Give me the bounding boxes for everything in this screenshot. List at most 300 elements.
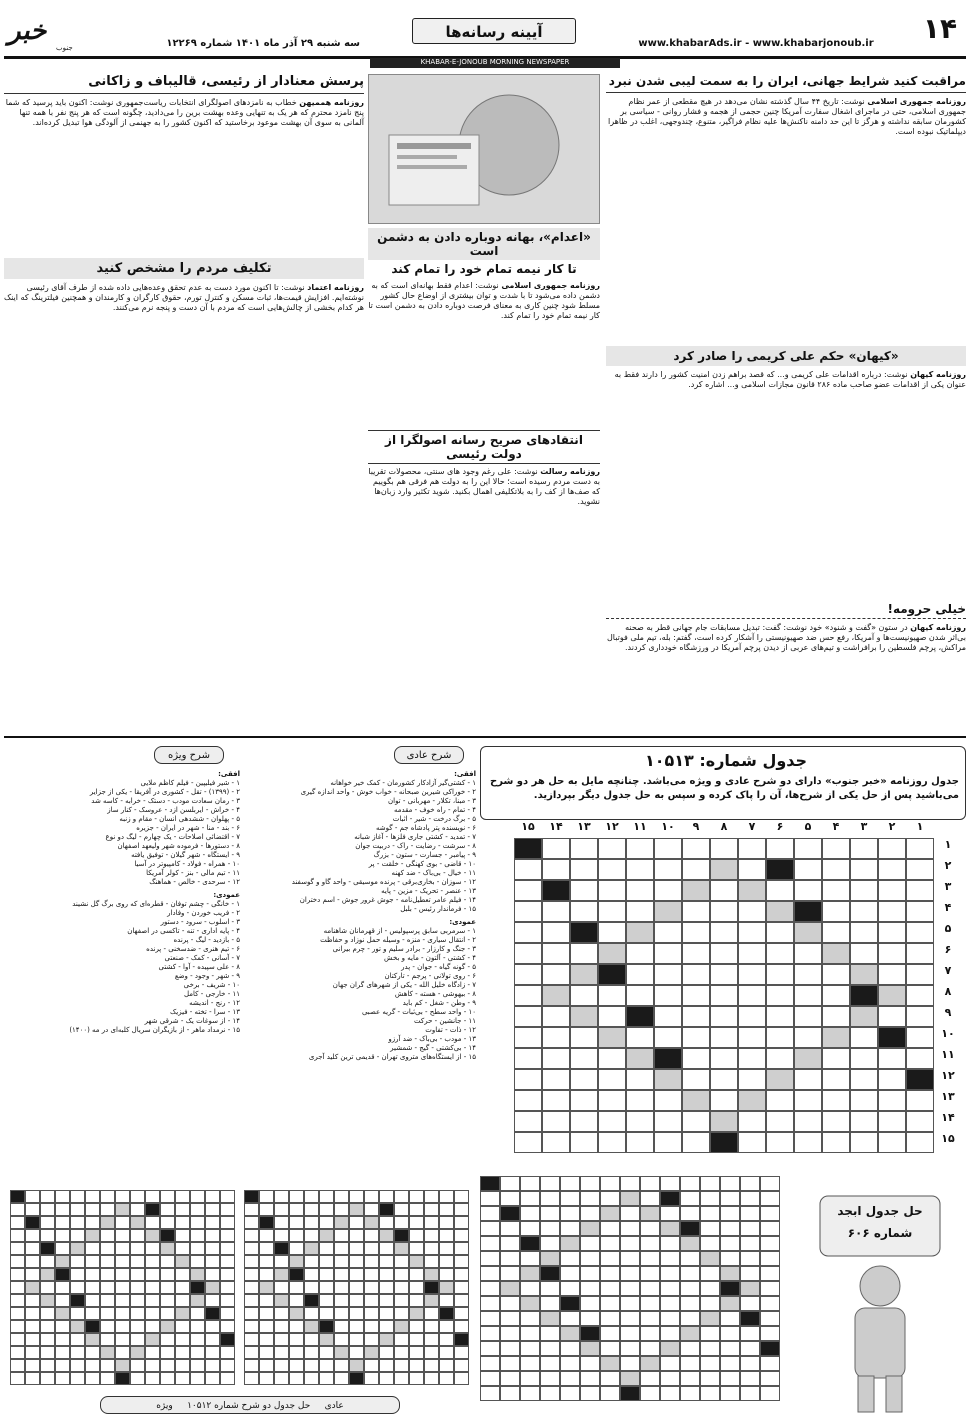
grid-cell[interactable]: [906, 1027, 934, 1048]
grid-cell: [244, 1346, 259, 1359]
grid-cell[interactable]: [710, 1027, 738, 1048]
grid-cell[interactable]: [794, 838, 822, 859]
grid-cell: [760, 1176, 780, 1191]
grid-cell[interactable]: [542, 985, 570, 1006]
grid-cell[interactable]: [654, 1069, 682, 1090]
grid-cell[interactable]: [542, 1048, 570, 1069]
grid-cell[interactable]: [542, 1027, 570, 1048]
grid-cell[interactable]: [738, 943, 766, 964]
grid-cell[interactable]: [878, 880, 906, 901]
grid-cell[interactable]: [654, 943, 682, 964]
grid-cell[interactable]: [906, 1006, 934, 1027]
grid-cell[interactable]: [626, 1090, 654, 1111]
grid-cell[interactable]: [598, 838, 626, 859]
grid-cell[interactable]: [794, 922, 822, 943]
grid-cell: [85, 1242, 100, 1255]
grid-cell[interactable]: [542, 922, 570, 943]
grid-cell[interactable]: [822, 859, 850, 880]
grid-cell[interactable]: [878, 1090, 906, 1111]
grid-cell[interactable]: [906, 1069, 934, 1090]
grid-cell[interactable]: [654, 1111, 682, 1132]
grid-cell[interactable]: [626, 1048, 654, 1069]
grid-cell[interactable]: [654, 985, 682, 1006]
grid-cell: [115, 1307, 130, 1320]
grid-cell: [145, 1346, 160, 1359]
grid-cell[interactable]: [626, 943, 654, 964]
grid-cell[interactable]: [766, 1069, 794, 1090]
grid-cell[interactable]: [738, 1132, 766, 1153]
grid-cell[interactable]: [850, 1027, 878, 1048]
grid-cell[interactable]: [850, 1006, 878, 1027]
grid-cell[interactable]: [822, 880, 850, 901]
grid-cell: [720, 1326, 740, 1341]
grid-cell[interactable]: [878, 922, 906, 943]
grid-cell[interactable]: [626, 838, 654, 859]
grid-cell[interactable]: [906, 922, 934, 943]
grid-cell: [289, 1346, 304, 1359]
grid-cell[interactable]: [542, 964, 570, 985]
row-num: ۶: [944, 943, 952, 956]
grid-cell[interactable]: [682, 1006, 710, 1027]
grid-cell[interactable]: [514, 964, 542, 985]
grid-cell[interactable]: [738, 964, 766, 985]
grid-cell[interactable]: [906, 1132, 934, 1153]
grid-cell[interactable]: [766, 838, 794, 859]
grid-cell[interactable]: [906, 985, 934, 1006]
grid-cell[interactable]: [906, 880, 934, 901]
grid-cell[interactable]: [850, 922, 878, 943]
grid-cell[interactable]: [822, 838, 850, 859]
grid-cell[interactable]: [822, 1027, 850, 1048]
grid-cell: [364, 1229, 379, 1242]
grid-cell[interactable]: [626, 1027, 654, 1048]
grid-cell: [580, 1221, 600, 1236]
grid-cell[interactable]: [542, 901, 570, 922]
grid-cell[interactable]: [682, 1132, 710, 1153]
clue-item: ۱۴ - فیلم عامر تعطیل‌نامه - جوش غرور جوش - اسم دختران: [299, 896, 476, 904]
grid-cell[interactable]: [794, 1069, 822, 1090]
grid-cell: [560, 1206, 580, 1221]
grid-cell[interactable]: [906, 1048, 934, 1069]
grid-cell[interactable]: [878, 1069, 906, 1090]
grid-cell[interactable]: [626, 880, 654, 901]
grid-cell[interactable]: [514, 1006, 542, 1027]
grid-cell[interactable]: [794, 859, 822, 880]
grid-cell[interactable]: [878, 1027, 906, 1048]
grid-cell: [740, 1356, 760, 1371]
grid-cell[interactable]: [850, 838, 878, 859]
grid-cell[interactable]: [766, 985, 794, 1006]
grid-cell[interactable]: [766, 1132, 794, 1153]
grid-cell[interactable]: [682, 1048, 710, 1069]
grid-cell[interactable]: [710, 964, 738, 985]
grid-cell: [55, 1229, 70, 1242]
grid-cell[interactable]: [822, 901, 850, 922]
grid-cell[interactable]: [570, 901, 598, 922]
grid-cell[interactable]: [794, 1048, 822, 1069]
grid-cell: [740, 1206, 760, 1221]
grid-cell[interactable]: [738, 1027, 766, 1048]
grid-cell[interactable]: [682, 1027, 710, 1048]
grid-cell[interactable]: [822, 943, 850, 964]
grid-cell[interactable]: [598, 1048, 626, 1069]
grid-cell[interactable]: [570, 985, 598, 1006]
grid-cell: [720, 1191, 740, 1206]
grid-cell[interactable]: [738, 838, 766, 859]
grid-cell[interactable]: [682, 901, 710, 922]
grid-cell[interactable]: [682, 985, 710, 1006]
grid-cell[interactable]: [766, 964, 794, 985]
grid-cell: [145, 1281, 160, 1294]
grid-cell[interactable]: [906, 943, 934, 964]
grid-cell[interactable]: [710, 880, 738, 901]
grid-cell: [70, 1372, 85, 1385]
grid-cell: [740, 1311, 760, 1326]
grid-cell[interactable]: [794, 1090, 822, 1111]
date-issue: سه شنبه ۲۹ آذر ماه ۱۴۰۱ شماره ۱۲۲۶۹: [166, 38, 360, 49]
grid-cell[interactable]: [682, 838, 710, 859]
grid-cell[interactable]: [906, 964, 934, 985]
grid-cell[interactable]: [542, 1132, 570, 1153]
grid-cell[interactable]: [598, 1132, 626, 1153]
grid-cell[interactable]: [766, 901, 794, 922]
grid-cell[interactable]: [682, 859, 710, 880]
grid-cell[interactable]: [654, 1027, 682, 1048]
grid-cell[interactable]: [626, 985, 654, 1006]
grid-cell[interactable]: [794, 1111, 822, 1132]
grid-cell[interactable]: [738, 1111, 766, 1132]
grid-cell[interactable]: [850, 859, 878, 880]
grid-cell[interactable]: [710, 1132, 738, 1153]
grid-cell: [600, 1191, 620, 1206]
grid-cell[interactable]: [542, 838, 570, 859]
grid-cell[interactable]: [570, 859, 598, 880]
grid-cell: [205, 1333, 220, 1346]
grid-cell[interactable]: [682, 943, 710, 964]
grid-cell[interactable]: [626, 901, 654, 922]
grid-cell[interactable]: [766, 1048, 794, 1069]
grid-cell: [319, 1307, 334, 1320]
grid-cell[interactable]: [822, 1132, 850, 1153]
grid-cell[interactable]: [654, 1048, 682, 1069]
grid-cell[interactable]: [570, 838, 598, 859]
grid-cell: [680, 1206, 700, 1221]
clue-item: ۱۰ - همراه - فولاد - کامپیوتر در آسیا: [134, 860, 240, 868]
grid-cell[interactable]: [822, 1090, 850, 1111]
grid-cell: [560, 1326, 580, 1341]
grid-cell: [115, 1216, 130, 1229]
grid-cell[interactable]: [570, 1069, 598, 1090]
article-1: [606, 72, 966, 342]
grid-cell[interactable]: [570, 1027, 598, 1048]
grid-cell: [259, 1216, 274, 1229]
grid-cell: [740, 1386, 760, 1401]
grid-cell[interactable]: [710, 985, 738, 1006]
grid-cell[interactable]: [626, 964, 654, 985]
grid-cell[interactable]: [766, 1090, 794, 1111]
grid-cell[interactable]: [654, 859, 682, 880]
crossword-main-grid[interactable]: [514, 838, 934, 1153]
grid-cell[interactable]: [738, 880, 766, 901]
grid-cell[interactable]: [654, 901, 682, 922]
grid-cell[interactable]: [654, 880, 682, 901]
grid-cell: [190, 1242, 205, 1255]
grid-cell[interactable]: [850, 964, 878, 985]
grid-cell[interactable]: [598, 964, 626, 985]
grid-cell[interactable]: [794, 880, 822, 901]
grid-cell[interactable]: [626, 922, 654, 943]
grid-cell[interactable]: [598, 1111, 626, 1132]
grid-cell[interactable]: [850, 901, 878, 922]
grid-cell[interactable]: [850, 1069, 878, 1090]
grid-cell[interactable]: [682, 880, 710, 901]
grid-cell[interactable]: [738, 1006, 766, 1027]
grid-cell[interactable]: [766, 1111, 794, 1132]
grid-cell: [540, 1221, 560, 1236]
grid-cell[interactable]: [514, 1027, 542, 1048]
grid-cell: [439, 1255, 454, 1268]
grid-cell[interactable]: [570, 1006, 598, 1027]
grid-cell[interactable]: [710, 1069, 738, 1090]
grid-cell[interactable]: [514, 1048, 542, 1069]
grid-cell[interactable]: [878, 1111, 906, 1132]
grid-cell[interactable]: [570, 922, 598, 943]
grid-cell[interactable]: [878, 901, 906, 922]
grid-cell[interactable]: [598, 1027, 626, 1048]
grid-cell: [540, 1266, 560, 1281]
grid-cell: [274, 1268, 289, 1281]
grid-cell: [480, 1191, 500, 1206]
col-num: ۸: [720, 820, 728, 833]
grid-cell[interactable]: [794, 985, 822, 1006]
grid-cell[interactable]: [514, 1132, 542, 1153]
grid-cell[interactable]: [598, 1069, 626, 1090]
grid-cell[interactable]: [878, 943, 906, 964]
grid-cell[interactable]: [738, 901, 766, 922]
grid-cell[interactable]: [766, 943, 794, 964]
grid-cell[interactable]: [514, 1111, 542, 1132]
grid-cell[interactable]: [822, 1069, 850, 1090]
grid-cell[interactable]: [626, 1132, 654, 1153]
grid-cell: [620, 1206, 640, 1221]
grid-cell[interactable]: [710, 943, 738, 964]
grid-cell[interactable]: [654, 922, 682, 943]
grid-cell: [580, 1311, 600, 1326]
grid-cell[interactable]: [822, 1111, 850, 1132]
grid-cell[interactable]: [710, 1111, 738, 1132]
grid-cell: [334, 1242, 349, 1255]
grid-cell[interactable]: [514, 880, 542, 901]
grid-cell[interactable]: [682, 1090, 710, 1111]
grid-cell: [85, 1346, 100, 1359]
grid-cell: [700, 1371, 720, 1386]
grid-cell: [740, 1221, 760, 1236]
grid-cell[interactable]: [738, 1069, 766, 1090]
grid-cell[interactable]: [570, 1111, 598, 1132]
grid-cell[interactable]: [542, 880, 570, 901]
grid-cell[interactable]: [598, 901, 626, 922]
grid-cell[interactable]: [710, 922, 738, 943]
grid-cell[interactable]: [766, 1006, 794, 1027]
grid-cell: [25, 1320, 40, 1333]
grid-cell[interactable]: [626, 859, 654, 880]
grid-cell: [580, 1266, 600, 1281]
grid-cell[interactable]: [570, 1048, 598, 1069]
grid-cell[interactable]: [850, 1111, 878, 1132]
grid-cell: [334, 1333, 349, 1346]
grid-cell[interactable]: [710, 1006, 738, 1027]
grid-cell: [70, 1359, 85, 1372]
grid-cell[interactable]: [738, 859, 766, 880]
grid-cell[interactable]: [794, 1027, 822, 1048]
grid-cell: [274, 1229, 289, 1242]
grid-cell[interactable]: [906, 1090, 934, 1111]
grid-cell: [319, 1255, 334, 1268]
grid-cell: [424, 1346, 439, 1359]
grid-cell[interactable]: [766, 1027, 794, 1048]
grid-cell: [439, 1268, 454, 1281]
grid-cell[interactable]: [878, 964, 906, 985]
grid-cell: [660, 1251, 680, 1266]
grid-cell: [274, 1372, 289, 1385]
grid-cell: [205, 1307, 220, 1320]
grid-cell[interactable]: [514, 943, 542, 964]
grid-cell[interactable]: [626, 1111, 654, 1132]
grid-cell[interactable]: [682, 964, 710, 985]
grid-cell[interactable]: [738, 1048, 766, 1069]
grid-cell: [244, 1255, 259, 1268]
grid-cell[interactable]: [822, 922, 850, 943]
grid-cell[interactable]: [514, 922, 542, 943]
grid-cell[interactable]: [570, 943, 598, 964]
grid-cell[interactable]: [878, 985, 906, 1006]
grid-cell[interactable]: [794, 943, 822, 964]
grid-cell[interactable]: [906, 859, 934, 880]
grid-cell[interactable]: [710, 1048, 738, 1069]
grid-cell[interactable]: [850, 1132, 878, 1153]
grid-cell[interactable]: [794, 1006, 822, 1027]
grid-cell[interactable]: [850, 1090, 878, 1111]
grid-cell[interactable]: [794, 901, 822, 922]
grid-cell: [660, 1221, 680, 1236]
grid-cell[interactable]: [850, 880, 878, 901]
grid-cell[interactable]: [766, 922, 794, 943]
grid-cell[interactable]: [878, 859, 906, 880]
grid-cell: [500, 1176, 520, 1191]
grid-cell[interactable]: [654, 964, 682, 985]
grid-cell[interactable]: [878, 838, 906, 859]
grid-cell: [10, 1190, 25, 1203]
grid-cell[interactable]: [542, 943, 570, 964]
grid-cell: [520, 1281, 540, 1296]
grid-cell[interactable]: [794, 964, 822, 985]
grid-cell[interactable]: [514, 859, 542, 880]
grid-cell[interactable]: [682, 1069, 710, 1090]
grid-cell[interactable]: [822, 1048, 850, 1069]
grid-cell[interactable]: [850, 1048, 878, 1069]
grid-cell[interactable]: [822, 1006, 850, 1027]
grid-cell[interactable]: [906, 1111, 934, 1132]
grid-cell: [540, 1296, 560, 1311]
grid-cell: [720, 1236, 740, 1251]
grid-cell[interactable]: [542, 1069, 570, 1090]
grid-cell[interactable]: [514, 985, 542, 1006]
grid-cell: [500, 1191, 520, 1206]
grid-cell[interactable]: [626, 1006, 654, 1027]
grid-cell[interactable]: [570, 880, 598, 901]
grid-cell[interactable]: [598, 985, 626, 1006]
grid-cell: [220, 1333, 235, 1346]
grid-cell[interactable]: [654, 1132, 682, 1153]
grid-cell: [100, 1333, 115, 1346]
grid-cell[interactable]: [710, 859, 738, 880]
grid-cell[interactable]: [822, 985, 850, 1006]
grid-cell[interactable]: [710, 1090, 738, 1111]
grid-cell[interactable]: [738, 922, 766, 943]
grid-cell: [620, 1326, 640, 1341]
grid-cell[interactable]: [542, 1090, 570, 1111]
grid-cell[interactable]: [570, 1132, 598, 1153]
grid-cell[interactable]: [738, 1090, 766, 1111]
grid-cell[interactable]: [850, 943, 878, 964]
grid-cell: [100, 1359, 115, 1372]
grid-cell[interactable]: [514, 901, 542, 922]
grid-cell[interactable]: [542, 1111, 570, 1132]
grid-cell[interactable]: [822, 964, 850, 985]
grid-cell[interactable]: [570, 964, 598, 985]
grid-cell[interactable]: [570, 1090, 598, 1111]
grid-cell[interactable]: [654, 1090, 682, 1111]
grid-cell[interactable]: [766, 859, 794, 880]
grid-cell[interactable]: [514, 1090, 542, 1111]
grid-cell[interactable]: [598, 880, 626, 901]
grid-cell[interactable]: [766, 880, 794, 901]
grid-cell[interactable]: [542, 859, 570, 880]
grid-cell: [620, 1386, 640, 1401]
grid-cell[interactable]: [598, 943, 626, 964]
grid-cell[interactable]: [738, 985, 766, 1006]
grid-cell[interactable]: [682, 922, 710, 943]
grid-cell[interactable]: [598, 859, 626, 880]
grid-cell[interactable]: [878, 1048, 906, 1069]
section-title: آیینه رسانه‌ها: [445, 23, 543, 41]
grid-cell: [85, 1333, 100, 1346]
grid-cell: [319, 1229, 334, 1242]
grid-cell[interactable]: [654, 838, 682, 859]
grid-cell[interactable]: [682, 1111, 710, 1132]
grid-cell[interactable]: [514, 1069, 542, 1090]
grid-cell[interactable]: [710, 838, 738, 859]
grid-cell: [454, 1333, 469, 1346]
grid-cell: [205, 1372, 220, 1385]
grid-cell[interactable]: [598, 1090, 626, 1111]
grid-cell[interactable]: [878, 1132, 906, 1153]
grid-cell[interactable]: [850, 985, 878, 1006]
grid-cell[interactable]: [598, 922, 626, 943]
grid-cell: [85, 1307, 100, 1320]
grid-cell[interactable]: [598, 1006, 626, 1027]
grid-cell[interactable]: [906, 838, 934, 859]
grid-cell[interactable]: [626, 1069, 654, 1090]
grid-cell[interactable]: [514, 838, 542, 859]
grid-cell[interactable]: [878, 1006, 906, 1027]
grid-cell[interactable]: [794, 1132, 822, 1153]
clue-item: ۱۱ - جانشین - حرکت: [414, 1017, 476, 1025]
grid-cell[interactable]: [542, 1006, 570, 1027]
grid-cell[interactable]: [710, 901, 738, 922]
grid-cell[interactable]: [906, 901, 934, 922]
grid-cell[interactable]: [654, 1006, 682, 1027]
